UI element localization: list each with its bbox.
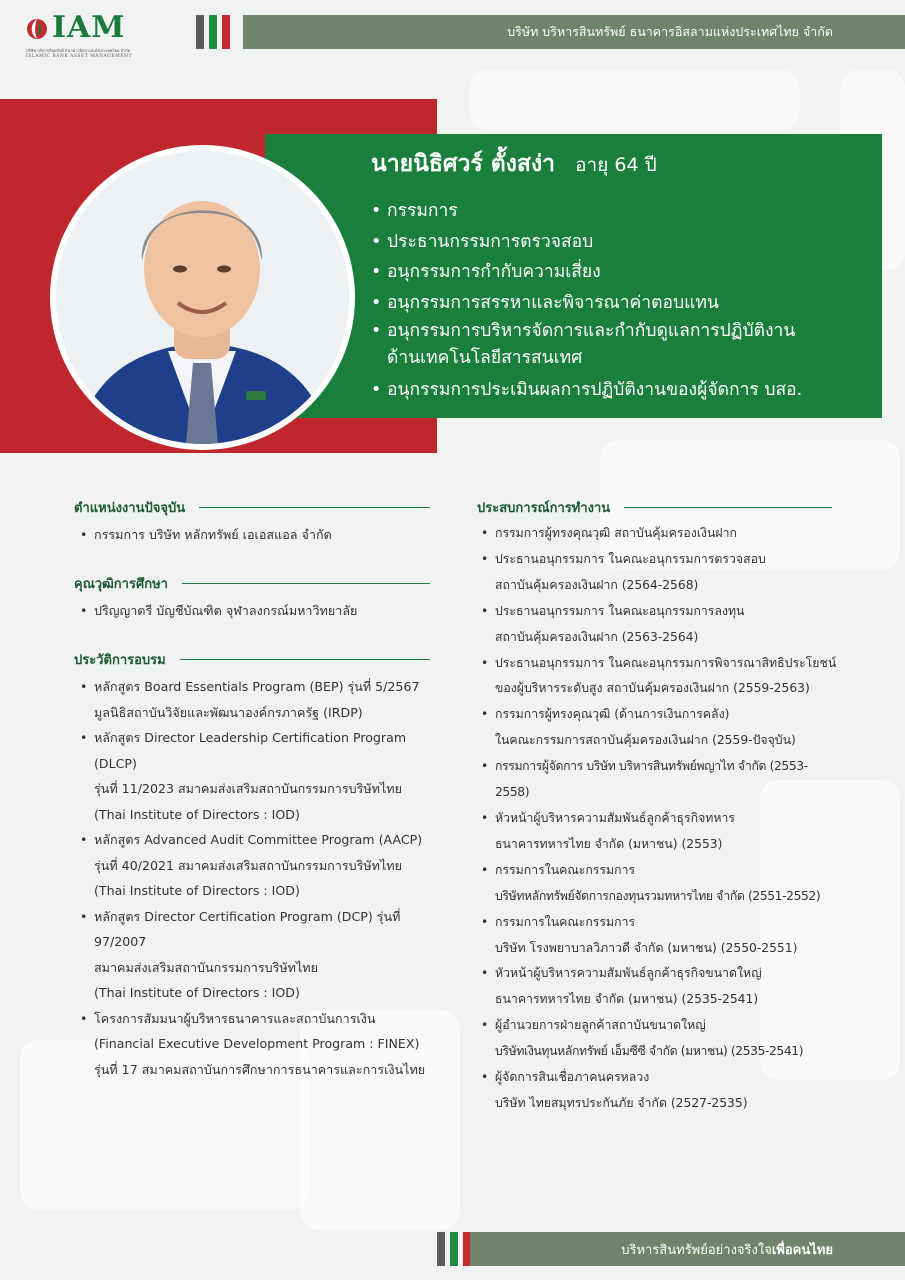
section-current-position-title: ตำแหน่งงานปัจจุบัน [74,497,430,518]
header-stripes [196,15,230,49]
roles-list [371,196,882,406]
logo-leaf-icon [26,16,48,42]
profile-photo-frame [50,145,355,450]
role-item: • อนุกรรมการกำกับความเสี่ยง [371,262,601,282]
role-item: • อนุกรรมการสรรหาและพิจารณาค่าตอบแทน [371,292,719,313]
list-item: • หัวหน้าผู้บริหารความสัมพันธ์ลูกค้าธุรกิจทหาร ธนาคารทหารไทย จำกัด (มหาชน) (2553) [481,810,736,851]
education-list [80,598,430,624]
list-item: • โครงการสัมมนาผู้บริหารธนาคารและสถาบันการเงิน (Financial Executive Development Program : FINEX) รุ่นที่ 17 สมาคมสถาบันการศึกษาการธนาคารและการเงินไทย [80,1010,426,1077]
logo-subtitle-en: ISLAMIC BANK ASSET MANAGEMENT [26,54,132,59]
list-item: • กรรมการผู้ทรงคุณวุฒิ สถาบันคุ้มครองเงินฝาก [481,526,737,540]
footer-slogan: บริหารสินทรัพย์อย่างจริงใจเพื่อคนไทย [621,1242,833,1258]
list-item: • หัวหน้าผู้บริหารความสัมพันธ์ลูกค้าธุรกิจขนาดใหญ่ ธนาคารทหารไทย จำกัด (มหาชน) (2535-2541) [481,966,762,1007]
person-name: นายนิธิศวร์ ตั้งสง่า [371,151,556,177]
list-item: • หลักสูตร Board Essentials Program (BEP) รุ่นที่ 5/2567 มูลนิธิสถาบันวิจัยและพัฒนาองค์กรภาครัฐ (IRDP) [80,679,420,720]
list-item: • หลักสูตร Advanced Audit Committee Program (AACP) รุ่นที่ 40/2021 สมาคมส่งเสริมสถาบันกรรมการบริษัทไทย (Thai Institute of Directors : IOD) [80,832,423,898]
profile-photo [56,151,349,444]
footer-stripes [437,1232,471,1266]
profile-panel [265,134,882,418]
role-item: • ประธานกรรมการตรวจสอบ [371,231,594,252]
role-item: • อนุกรรมการประเมินผลการปฏิบัติงานของผู้จัดการ บสอ. [371,380,803,400]
list-item: • ประธานอนุกรรมการ ในคณะอนุกรรมการพิจารณาสิทธิประโยชน์ ของผู้บริหารระดับสูง สถาบันคุ้มครองเงินฝาก (2559-2563) [481,655,837,696]
list-item: • ปริญญาตรี บัญชีบัณฑิต จุฬาลงกรณ์มหาวิทยาลัย [80,603,358,618]
list-item: • กรรมการผู้จัดการ บริษัท บริหารสินทรัพย์พญาไท จำกัด (2553-2558) [481,759,808,800]
training-list [80,674,440,1082]
list-item: • กรรมการในคณะกรรมการ บริษัท โรงพยาบาลวิภาวดี จำกัด (มหาชน) (2550-2551) [481,914,798,955]
list-item: • กรรมการผู้ทรงคุณวุฒิ (ด้านการเงินการคลัง) ในคณะกรรมการสถาบันคุ้มครองเงินฝาก (2559-ปัจจุบัน) [481,707,796,748]
list-item: • ผู้อำนวยการฝ่ายลูกค้าสถาบันขนาดใหญ่ บริษัทเงินทุนหลักทรัพย์ เอ็มซีซี จำกัด (มหาชน) (2535-2541) [481,1018,804,1059]
current-position-list [80,522,430,548]
person-age: อายุ 64 ปี [575,154,657,176]
list-item: • กรรมการ บริษัท หลักทรัพย์ เอเอสแอล จำกัด [80,527,332,542]
list-item: • หลักสูตร Director Certification Program (DCP) รุ่นที่ 97/2007 สมาคมส่งเสริมสถาบันกรรมการบริษัทไทย (Thai Institute of Directors : IOD) [80,908,401,1000]
header-bar [243,15,905,49]
footer-bar [470,1232,905,1266]
section-training-title: ประวัติการอบรม [74,649,430,670]
logo-subtitle-th: บริษัท บริหารสินทรัพย์ ธนาคารอิสลามแห่งประเทศไทย จำกัด [26,48,131,53]
role-item: • อนุกรรมการบริหารจัดการและกำกับดูแลการปฏิบัติงาน ด้านเทคโนโลยีสารสนเทศ [371,321,796,368]
section-experience-title: ประสบการณ์การทำงาน [477,497,832,518]
experience-list [481,521,841,1117]
logo-text: IAM [52,10,126,45]
role-item: • กรรมการ [371,201,458,221]
list-item: • ประธานอนุกรรมการ ในคณะอนุกรรมการตรวจสอบ สถาบันคุ้มครองเงินฝาก (2564-2568) [481,551,766,592]
list-item: • กรรมการในคณะกรรมการ บริษัทหลักทรัพย์จัดการกองทุนรวมทหารไทย จำกัด (2551-2552) [481,862,821,903]
list-item: • หลักสูตร Director Leadership Certification Program (DLCP) รุ่นที่ 11/2023 สมาคมส่งเสริมสถาบันกรรมการบริษัทไทย (Thai Institute of Directors : IOD) [80,730,407,822]
iam-logo [26,10,136,62]
list-item: • ผู้จัดการสินเชื่อภาคนครหลวง บริษัท ไทยสมุทรประกันภัย จำกัด (2527-2535) [481,1070,748,1110]
section-education-title: คุณวุฒิการศึกษา [74,573,430,594]
list-item: • ประธานอนุกรรมการ ในคณะอนุกรรมการลงทุน สถาบันคุ้มครองเงินฝาก (2563-2564) [481,603,745,644]
company-name: บริษัท บริหารสินทรัพย์ ธนาคารอิสลามแห่งประเทศไทย จำกัด [507,24,833,39]
